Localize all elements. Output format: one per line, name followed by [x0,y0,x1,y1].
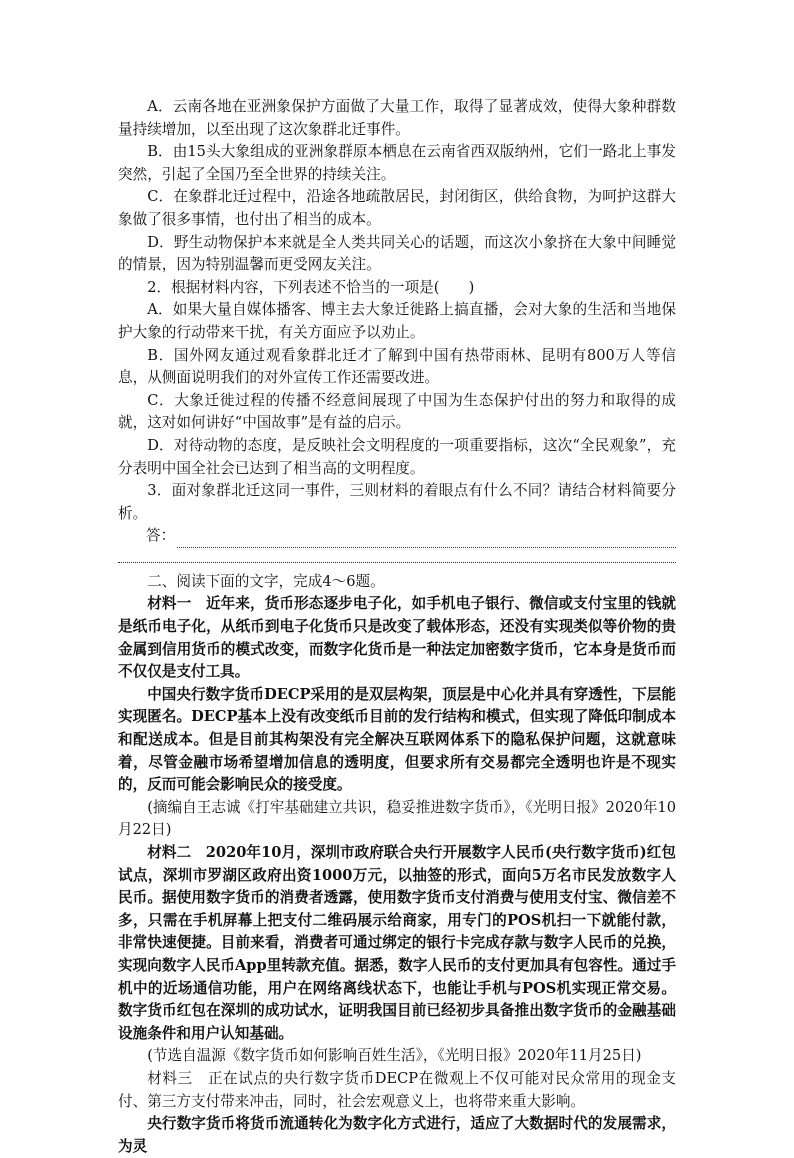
answer-line[interactable] [177,532,676,548]
q2-option-b: B．国外网友通过观看象群北迁才了解到中国有热带雨林、昆明有800万人等信息，从侧面说明我们的对外宣传工作还需要改进。 [118,346,676,387]
q3-answer-label: 答： [146,527,176,545]
section-heading: 二、阅读下面的文字，完成4～6题。 [147,572,385,590]
q3-stem: 3．面对象群北迁这同一事件，三则材料的着眼点有什么不同？请结合材料简要分析。 [118,482,676,522]
material1-paragraph: 中国央行数字货币DECP采用的是双层构架，顶层是中心化并具有穿透性，下层能实现匿名。DECP基本上没有改变纸币目前的发行结构和模式，但实现了降低印制成本和配送成本。但是目前其构架没有完全解决互联网体系下的隐私保护问题，这就意味着，尽管金融市场希望增加信息的透明度，但要求所有交易都完全透明也许是不现实的，反而可能会影响民众的接受度。 [118,685,676,794]
q3-answer-row [118,525,676,548]
material1-source: (摘编自王志诚《打牢基础建立共识，稳妥推进数字货币》，《光明日报》2020年10月22日) [118,798,676,839]
material1-paragraph: 材料一 近年来，货币形态逐步电子化，如手机电子银行、微信或支付宝里的钱就是纸币电子化，从纸币到电子化货币只是改变了载体形态，还没有实现类似等价物的贵金属到信用货币的模式改变，而数字化货币是一种法定加密数字货币，它本身是货币而不仅仅是支付工具。 [118,595,676,681]
q2-option-d: D．对待动物的态度，是反映社会文明程度的一项重要指标，这次“全民观象”，充分表明中国全社会已达到了相当高的文明程度。 [118,436,676,477]
q1-option-c: C．在象群北迁过程中，沿途各地疏散居民，封闭街区，供给食物，为呵护这群大象做了很多事情，也付出了相当的成本。 [118,188,676,228]
document-body [118,96,676,1158]
q2-stem: 2．根据材料内容，下列表述不恰当的一项是( ) [147,278,475,296]
material2-source: (节选自温源《数字货币如何影响百姓生活》，《光明日报》2020年11月25日) [147,1047,642,1065]
material3-paragraph: 材料三 正在试点的央行数字货币DECP在微观上不仅可能对民众常用的现金支付、第三方支付带来冲击，同时，社会宏观意义上，也将带来重大影响。 [118,1069,676,1110]
q1-option-d: D．野生动物保护本来就是全人类共同关心的话题，而这次小象挤在大象中间睡觉的情景，因为特别温馨而更受网友关注。 [118,233,676,274]
answer-line[interactable] [118,548,676,563]
material3-paragraph: 央行数字货币将货币流通转化为数字化方式进行，适应了大数据时代的发展需求，为灵 [118,1115,676,1155]
material2-paragraph: 材料二 2020年10月，深圳市政府联合央行开展数字人民币(央行数字货币)红包试点，深圳市罗湖区政府出资1000万元，以抽签的形式，面向5万名市民发放数字人民币。据使用数字货币的消费者透露，使用数字货币支付消费与使用支付宝、微信差不多，只需在手机屏幕上把支付二维码展示给商家，用专门的POS机扫一下就能付款，非常快速便捷。目前来看，消费者可通过绑定的银行卡完成存款与数字人民币的兑换，实现向数字人民币App里转款充值。据悉，数字人民币的支付更加具有包容性。通过手机中的近场通信功能，用户在网络离线状态下，也能让手机与POS机实现正常交易。数字货币红包在深圳的成功试水，证明我国目前已经初步具备推出数字货币的金融基础设施条件和用户认知基础。 [118,844,676,1042]
q2-option-a: A．如果大量自媒体播客、博主去大象迁徙路上搞直播，会对大象的生活和当地保护大象的行动带来干扰，有关方面应予以劝止。 [118,301,676,341]
q1-option-a: A．云南各地在亚洲象保护方面做了大量工作，取得了显著成效，使得大象种群数量持续增加，以至出现了这次象群北迁事件。 [118,98,676,138]
q2-option-c: C．大象迁徙过程的传播不经意间展现了中国为生态保护付出的努力和取得的成就，这对如何讲好“中国故事”是有益的启示。 [118,391,676,432]
q1-option-b: B．由15头大象组成的亚洲象群原本栖息在云南省西双版纳州，它们一路北上事发突然，引起了全国乃至全世界的持续关注。 [118,143,676,183]
